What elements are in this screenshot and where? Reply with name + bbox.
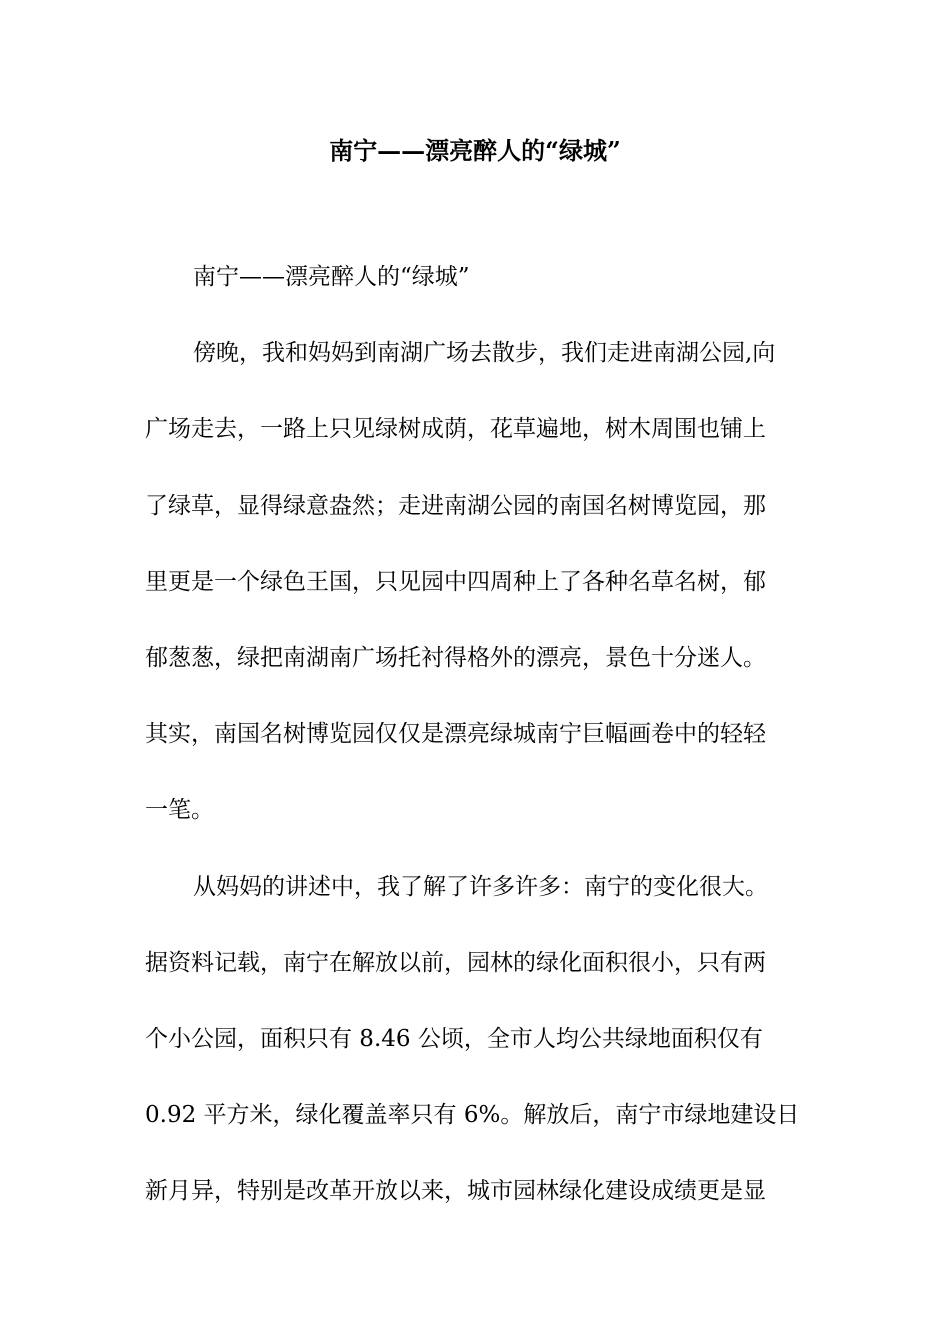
text-line: 南宁——漂亮醉人的“绿城”	[193, 264, 470, 290]
text-line: 新月异，特别是改革开放以来，城市园林绿化建设成绩更是显	[145, 1178, 766, 1205]
text-line: 0.92 平方米，绿化覆盖率只有 6%。解放后，南宁市绿地建设日	[145, 1102, 800, 1129]
document-title: 南宁——漂亮醉人的“绿城”	[329, 136, 621, 165]
text-line: 个小公园，面积只有 8.46 公顷，全市人均公共绿地面积仅有	[145, 1025, 763, 1052]
text-line: 从妈妈的讲述中，我了解了许多许多：南宁的变化很大。	[193, 873, 768, 900]
text-line: 据资料记载，南宁在解放以前，园林的绿化面积很小，只有两	[145, 949, 766, 976]
text-line: 里更是一个绿色王国，只见园中四周种上了各种名草名树，郁	[145, 568, 766, 595]
text-line: 了绿草，显得绿意盎然；走进南湖公园的南国名树博览园，那	[145, 492, 766, 519]
text-line: 郁葱葱，绿把南湖南广场托衬得格外的漂亮，景色十分迷人。	[145, 644, 766, 671]
text-line: 其实，南国名树博览园仅仅是漂亮绿城南宁巨幅画卷中的轻轻	[145, 721, 766, 748]
text-line: 广场走去，一路上只见绿树成荫，花草遍地，树木周围也铺上	[145, 416, 766, 443]
text-line: 傍晚，我和妈妈到南湖广场去散步，我们走进南湖公园,向	[193, 340, 776, 367]
document-body	[145, 256, 805, 1246]
text-line: 一笔。	[145, 797, 214, 824]
